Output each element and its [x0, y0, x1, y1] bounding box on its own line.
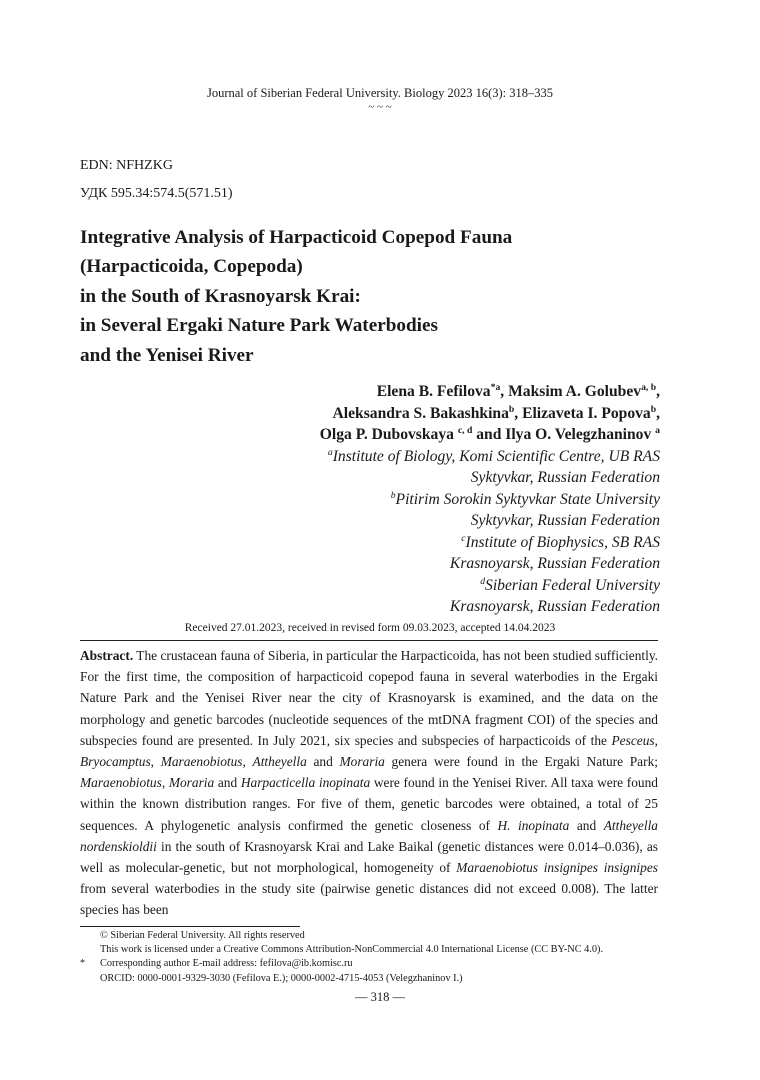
taxon-name: Attheyella nordenskioldii	[80, 817, 659, 854]
abstract: Abstract. The crustacean fauna of Siberia, in particular the Harpacticoida, has not been studied sufficiently. For the first time, the composition of harpacticoid copepod fauna in several waterbodies in the Ergaki Nature Park and the Yenisei River near the city of Krasnoyarsk is examined, and the data on the morphology and genetic barcodes (nucleotide sequences of the mtDNA fragment COI) of the species and subspecies found are presented. In July 2021, six species and subspecies of harpacticoids of the Pesceus, Bryocamptus, Maraenobiotus, Attheyella and Moraria genera were found in the Ergaki Nature Park; Maraenobiotus, Moraria and Harpacticella inopinata were found in the Yenisei River. All taxa were found within the known distribution ranges. For five of them, genetic barcodes were obtained, a total of 25 sequences. A phylogenetic analysis confirmed the genetic closeness of H. inopinata and Attheyella nordenskioldii in the south of Krasnoyarsk Krai and Lake Baikal (genetic distances were 0.014–0.036), as well as molecular-genetic, but not morphological, homogeneity of Maraenobiotus insignipes insignipes from several waterbodies in the study site (pairwise genetic distances did not exceed 0.008). The latter species has been	[80, 648, 659, 918]
journal-header: Journal of Siberian Federal University. Biology 2023 16(3): 318–335	[206, 86, 553, 100]
taxon-name: Bryocamptus	[80, 754, 151, 770]
abstract-divider	[80, 640, 658, 641]
author-affiliation-mark: a	[655, 424, 660, 436]
title-line: in Several Ergaki Nature Park Waterbodies	[80, 315, 438, 337]
author-affiliation-mark: c, d	[457, 424, 473, 436]
edn-code: EDN: NFHZKG	[80, 158, 173, 173]
title-line: (Harpacticoida, Copepoda)	[80, 256, 303, 278]
udk-code: УДК 595.34:574.5(571.51)	[80, 186, 233, 201]
author-name: Olga P. Dubovskaya	[319, 426, 458, 443]
header-ornament: ~ ~ ~	[368, 101, 392, 113]
author-line: Aleksandra S. Bakashkina$^b$, Elizaveta I. Popova$^b$,	[332, 403, 660, 422]
taxon-name: Moraria	[168, 775, 215, 791]
author-block	[320, 381, 660, 618]
affiliation-name: $^b$Pitirim Sorokin Syktyvkar State University	[390, 489, 660, 508]
article-title	[80, 223, 680, 370]
taxon-name: H. inopinata	[497, 817, 570, 833]
taxon-name: Maraenobiotus insignipes insignipes	[456, 860, 659, 876]
page-number: — 318 —	[355, 990, 405, 1004]
affiliation-name: $^d$Siberian Federal University	[480, 575, 660, 594]
affiliation-name: $^a$Institute of Biology, Komi Scientific Centre, UB RAS	[327, 446, 660, 465]
taxon-name: Pesceus	[611, 732, 655, 748]
author-name: and Ilya O. Velegzhaninov	[472, 426, 656, 443]
corresponding-author-note: * Corresponding author E-mail address: fefilova@ib.komisc.ru	[80, 957, 680, 971]
author-affiliation-mark: *a	[490, 381, 501, 393]
affiliation-city: Syktyvkar, Russian Federation	[470, 512, 660, 529]
affiliation-city: Krasnoyarsk, Russian Federation	[449, 598, 660, 615]
received-dates: Received 27.01.2023, received in revised form 09.03.2023, accepted 14.04.2023	[184, 622, 556, 634]
taxon-name: Moraria	[339, 754, 385, 770]
license-note: This work is licensed under a Creative Commons Attribution-NonCommercial 4.0 International License (CC BY-NC 4.0).	[100, 944, 604, 956]
taxon-name: Attheyella	[252, 754, 307, 770]
author-affiliation-mark: b	[508, 403, 515, 415]
orcid-note: ORCID: 0000-0001-9329-3030 (Fefilova E.); 0000-0002-4715-4053 (Velegzhaninov I.)	[100, 972, 463, 984]
taxon-name: Maraenobiotus	[80, 775, 162, 791]
copyright-note: © Siberian Federal University. All rights reserved	[100, 930, 305, 941]
author-name: Aleksandra S. Bakashkina	[332, 404, 509, 422]
footnote-asterisk: *	[80, 958, 86, 970]
author-line: Elena B. Fefilova$^{*a}$, Maksim A. Golubev$^{a, b}$,	[376, 381, 660, 400]
taxon-name: Harpacticella inopinata	[240, 775, 371, 791]
title-line: in the South of Krasnoyarsk Krai:	[80, 285, 361, 307]
author-name: , Maksim A. Golubev	[500, 383, 642, 400]
affiliation-name: $^c$Institute of Biophysics, SB RAS	[461, 532, 660, 551]
abstract-label: Abstract.	[80, 648, 134, 663]
title-line: and the Yenisei River	[80, 344, 254, 366]
footnotes	[80, 929, 680, 986]
author-affiliation-mark: b	[650, 403, 657, 415]
author-name: Elena B. Fefilova	[376, 383, 491, 400]
footnote-divider	[80, 926, 300, 927]
taxon-name: Maraenobiotus	[160, 754, 243, 770]
title-line: Integrative Analysis of Harpacticoid Copepod Fauna	[80, 227, 513, 248]
author-name: , Elizaveta I. Popova	[514, 404, 651, 422]
affiliation-city: Krasnoyarsk, Russian Federation	[449, 555, 660, 572]
author-affiliation-mark: a, b	[641, 381, 657, 393]
author-line	[320, 424, 660, 446]
affiliation-city: Syktyvkar, Russian Federation	[470, 469, 660, 486]
